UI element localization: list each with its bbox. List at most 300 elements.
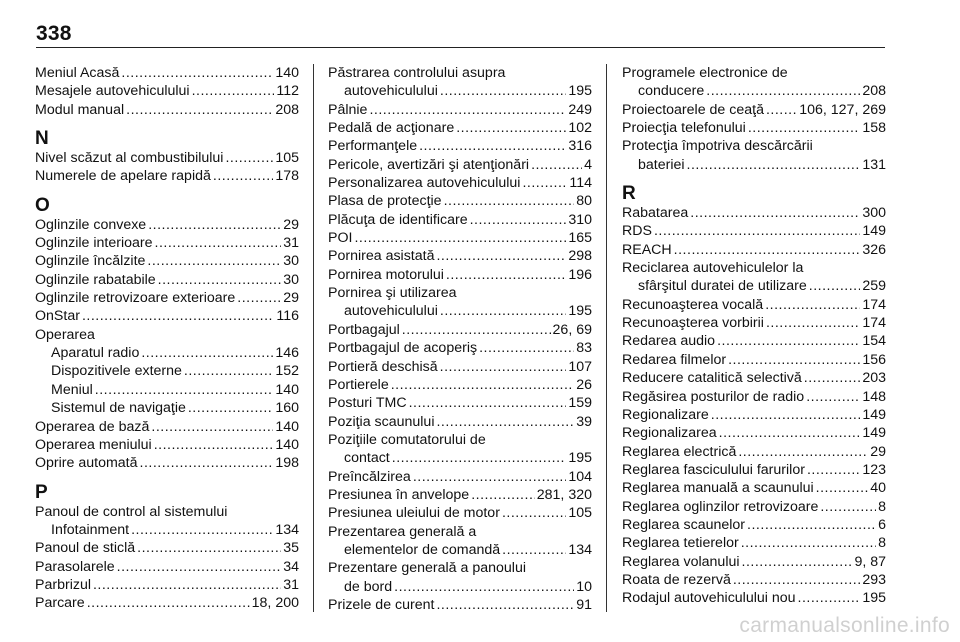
dot-leader [192, 82, 275, 100]
dot-leader [748, 119, 861, 137]
entry-title-cont: Infotainment [51, 521, 130, 538]
dot-leader [147, 252, 281, 270]
dot-leader [440, 358, 567, 376]
entry-title: Portieră deschisă [328, 358, 438, 375]
entry-title-cont: conducere [638, 83, 705, 100]
entry-page: 107 [568, 358, 592, 375]
index-entry [35, 234, 299, 252]
entry-page: 116 [276, 308, 299, 325]
entry-title: Programele electronice de [622, 65, 788, 81]
index-entry [328, 358, 592, 376]
dot-leader [742, 553, 853, 571]
entry-continuation [35, 521, 299, 539]
entry-page: 208 [275, 101, 299, 118]
entry-title: Posturi TMC [328, 395, 407, 412]
dot-leader [413, 468, 567, 486]
index-entry [328, 486, 592, 504]
dot-leader [471, 486, 535, 504]
entry-page: 159 [568, 395, 592, 412]
index-entry [622, 241, 886, 259]
entry-page: 140 [275, 436, 299, 453]
entry-title: Protecţia împotriva descărcării [622, 138, 813, 155]
dot-leader [137, 539, 281, 557]
index-entry [328, 413, 592, 431]
entry-page: 293 [862, 571, 886, 588]
entry-page: 31 [283, 576, 299, 593]
entry-page: 146 [275, 345, 299, 362]
dot-leader [470, 211, 567, 229]
index-entry [35, 558, 299, 576]
index-subentry [35, 381, 299, 399]
index-entry [35, 271, 299, 289]
index-entry [622, 369, 886, 387]
entry-page: 30 [283, 271, 299, 288]
index-entry [328, 211, 592, 229]
entry-title: REACH [622, 241, 672, 258]
index-entry [328, 101, 592, 119]
index-entry [35, 454, 299, 472]
dot-leader [391, 376, 574, 394]
dot-leader [531, 156, 582, 174]
entry-page: 8 [878, 535, 886, 552]
entry-title: Aparatul radio [51, 345, 140, 362]
dot-leader [690, 204, 860, 222]
entry-title: Redarea filmelor [622, 351, 727, 368]
entry-page: 102 [568, 120, 592, 137]
dot-leader [444, 192, 575, 210]
entry-title: Păstrarea controlului asupra [328, 65, 506, 81]
dot-leader [394, 578, 574, 596]
dot-leader [741, 534, 876, 552]
index-column-2 [328, 64, 592, 614]
entry-title: Pedală de acţionare [328, 120, 455, 137]
entry-continuation [328, 302, 592, 320]
entry-page: 326 [862, 241, 886, 258]
index-entry [328, 321, 592, 339]
entry-title: Oglinzile retrovizoare exterioare [35, 290, 236, 307]
entry-title-cont: elementelor de comandă [344, 541, 501, 558]
entry-title: RDS [622, 223, 652, 240]
entry-page: 140 [275, 65, 299, 81]
dot-leader [502, 504, 566, 522]
entry-title: Plasa de protecţie [328, 193, 442, 210]
entry-title: Mesajele autovehiculului [35, 83, 190, 100]
entry-title: Personalizarea autovehiculului [328, 175, 521, 192]
entry-title: Reglarea volanului [622, 553, 740, 570]
index-entry [328, 119, 592, 137]
dot-leader [440, 82, 566, 100]
index-letter-heading: O [35, 194, 50, 216]
entry-page: 196 [568, 266, 592, 283]
entry-page: 259 [862, 278, 886, 295]
index-entry [622, 101, 886, 119]
index-entry [35, 576, 299, 594]
dot-leader [479, 339, 574, 357]
dot-leader [158, 271, 282, 289]
index-entry [622, 516, 886, 534]
entry-title-cont: sfârşitul duratei de utilizare [638, 278, 807, 295]
entry-title: Poziţiile comutatorului de [328, 431, 486, 448]
index-entry [328, 156, 592, 174]
entry-page: 134 [275, 521, 299, 538]
index-entry [622, 406, 886, 424]
dot-leader [126, 101, 273, 119]
index-entry [622, 332, 886, 350]
index-entry [622, 479, 886, 497]
index-entry [622, 64, 886, 101]
entry-title: Portierele [328, 376, 389, 393]
dot-leader [225, 149, 273, 167]
index-entry [35, 307, 299, 325]
dot-leader [237, 289, 281, 307]
entry-page: 281, 320 [536, 486, 592, 503]
dot-leader [747, 516, 876, 534]
entry-page: 148 [862, 388, 886, 405]
dot-leader [151, 418, 273, 436]
entry-title: Reglarea scaunelor [622, 516, 746, 533]
index-entry [328, 394, 592, 412]
dot-leader [809, 277, 861, 295]
entry-page: 131 [862, 156, 886, 173]
entry-title: Pericole, avertizări şi atenţionări [328, 156, 530, 173]
entry-title: Meniul [51, 381, 93, 398]
entry-page: 149 [862, 425, 886, 442]
entry-page: 165 [568, 230, 592, 247]
entry-title: Reglarea tetierelor [622, 535, 739, 552]
index-entry [622, 443, 886, 461]
dot-leader [711, 406, 861, 424]
index-heading: Operarea [35, 326, 95, 343]
entry-page: 152 [275, 363, 299, 380]
entry-title: Regăsirea posturilor de radio [622, 388, 805, 405]
entry-page: 310 [568, 211, 592, 228]
entry-continuation [622, 277, 886, 295]
dot-leader [93, 576, 281, 594]
entry-page: 203 [862, 370, 886, 387]
entry-title: Presiunea uleiului de motor [328, 505, 500, 522]
dot-leader [728, 351, 860, 369]
entry-title: Reglarea oglinzilor retrovizoare [622, 498, 819, 515]
entry-page: 4 [584, 156, 592, 173]
index-entry [328, 504, 592, 522]
entry-page: 140 [275, 418, 299, 435]
entry-page: 160 [275, 400, 299, 417]
entry-title: Panoul de control al sistemului [35, 503, 228, 520]
dot-leader [402, 321, 551, 339]
index-entry [328, 284, 592, 321]
entry-page: 298 [568, 248, 592, 265]
entry-title: Nivel scăzut al combustibilului [35, 150, 224, 167]
entry-title: Reciclarea autovehiculelor la [622, 260, 804, 277]
index-entry [622, 119, 886, 137]
dot-leader [409, 394, 567, 412]
entry-title: Recunoaşterea vocală [622, 296, 764, 313]
index-entry [622, 314, 886, 332]
dot-leader [738, 443, 868, 461]
entry-page: 91 [576, 596, 592, 613]
dot-leader [87, 594, 250, 612]
entry-title: OnStar [35, 308, 80, 325]
entry-title: Portbagajul [328, 321, 400, 338]
dot-leader [446, 266, 566, 284]
entry-continuation [328, 578, 592, 596]
entry-page: 8 [878, 498, 886, 515]
entry-title: Roata de rezervă [622, 571, 731, 588]
entry-page: 114 [569, 175, 592, 192]
dot-leader [213, 167, 273, 185]
entry-title: Reglarea electrică [622, 443, 737, 460]
index-letter-heading: R [622, 183, 636, 205]
index-entry [622, 137, 886, 174]
dot-leader [131, 521, 273, 539]
entry-title: Presiunea în anvelope [328, 486, 470, 503]
index-entry [328, 339, 592, 357]
entry-title: Pâlnie [328, 101, 368, 118]
index-entry [35, 101, 299, 119]
index-entry [622, 498, 886, 516]
index-entry [328, 559, 592, 596]
entry-title: Parbrizul [35, 576, 91, 593]
index-entry [622, 351, 886, 369]
entry-title-cont: autovehiculului [344, 303, 438, 320]
dot-leader [502, 541, 566, 559]
index-entry [328, 174, 592, 192]
index-entry [35, 436, 299, 454]
index-entry [622, 204, 886, 222]
entry-title: Proiectoarele de ceaţă [622, 101, 764, 118]
dot-leader [154, 436, 274, 454]
entry-title: Pornirea şi utilizarea [328, 285, 457, 302]
index-entry [35, 216, 299, 234]
entry-page: 195 [862, 590, 886, 607]
entry-title: Redarea audio [622, 333, 716, 350]
entry-title: Pornirea asistată [328, 248, 435, 265]
dot-leader [804, 369, 861, 387]
entry-continuation [622, 82, 886, 100]
entry-title: Reglarea manuală a scaunului [622, 480, 814, 497]
entry-title: Poziţia scaunului [328, 413, 435, 430]
index-entry [622, 589, 886, 607]
entry-page: 29 [283, 216, 299, 233]
entry-title: Recunoaşterea vorbirii [622, 315, 764, 332]
dot-leader [717, 332, 860, 350]
entry-title: Proiecţia telefonului [622, 120, 746, 137]
index-entry [328, 523, 592, 560]
dot-leader [121, 64, 273, 82]
index-entry [328, 431, 592, 468]
entry-title: Preîncălzirea [328, 468, 411, 485]
entry-title: Prizele de curent [328, 596, 435, 613]
entry-page: 158 [862, 120, 886, 137]
entry-page: 249 [568, 101, 592, 118]
index-letter-heading: P [35, 481, 48, 503]
entry-continuation [328, 82, 592, 100]
entry-title: Oglinzile interioare [35, 235, 153, 252]
dot-leader [188, 399, 273, 417]
dot-leader [654, 222, 860, 240]
dot-leader [766, 101, 797, 119]
entry-page: 18, 200 [251, 595, 299, 612]
entry-page: 104 [568, 468, 592, 485]
dot-leader [765, 296, 860, 314]
index-entry [328, 137, 592, 155]
index-entry [622, 424, 886, 442]
entry-title: Modul manual [35, 101, 125, 118]
entry-title: Performanţele [328, 138, 418, 155]
entry-page: 195 [568, 83, 592, 100]
entry-page: 10 [576, 578, 592, 595]
index-column-1 [35, 64, 299, 613]
index-entry [35, 539, 299, 557]
entry-title: Operarea de bază [35, 418, 150, 435]
entry-title: Rodajul autovehiculului nou [622, 590, 796, 607]
index-entry [622, 461, 886, 479]
entry-page: 154 [862, 333, 886, 350]
dot-leader [354, 229, 566, 247]
entry-title-cont: de bord [344, 578, 393, 595]
index-entry [35, 252, 299, 270]
entry-page: 195 [568, 450, 592, 467]
index-entry [35, 149, 299, 167]
page-number: 338 [36, 22, 72, 45]
index-entry [35, 594, 299, 612]
dot-leader [766, 314, 860, 332]
entry-page: 106, 127, 269 [799, 101, 886, 118]
index-entry [622, 571, 886, 589]
entry-title: Oglinzile convexe [35, 216, 147, 233]
entry-page: 134 [568, 541, 592, 558]
index-entry [328, 192, 592, 210]
entry-page: 29 [283, 290, 299, 307]
dot-leader [141, 344, 273, 362]
entry-page: 9, 87 [854, 553, 886, 570]
dot-leader [806, 388, 860, 406]
entry-page: 198 [275, 455, 299, 472]
entry-title: Panoul de sticlă [35, 540, 136, 557]
entry-title: Oprire automată [35, 455, 138, 472]
index-entry [328, 376, 592, 394]
dot-leader [440, 302, 566, 320]
entry-title: Reglarea fasciculului farurilor [622, 461, 805, 478]
dot-leader [184, 362, 273, 380]
entry-page: 174 [862, 315, 886, 332]
index-subentry [35, 399, 299, 417]
entry-page: 105 [568, 505, 592, 522]
entry-page: 34 [283, 558, 299, 575]
entry-continuation [328, 541, 592, 559]
index-entry [35, 64, 299, 82]
entry-page: 30 [283, 253, 299, 270]
entry-title: Prezentare generală a panoului [328, 560, 526, 577]
entry-page: 31 [283, 235, 299, 252]
entry-title: Oglinzile încălzite [35, 253, 146, 270]
entry-page: 174 [862, 296, 886, 313]
index-column-3 [622, 64, 886, 608]
index-entry [328, 468, 592, 486]
entry-title: Prezentarea generală a [328, 523, 477, 540]
entry-page: 35 [283, 540, 299, 557]
index-entry [328, 229, 592, 247]
index-entry [328, 596, 592, 614]
dot-leader [436, 596, 574, 614]
entry-title-cont: bateriei [638, 156, 685, 173]
entry-page: 140 [275, 381, 299, 398]
dot-leader [392, 449, 567, 467]
index-entry [622, 534, 886, 552]
index-entry [328, 266, 592, 284]
dot-leader [155, 234, 282, 252]
dot-leader [522, 174, 567, 192]
entry-title-cont: autovehiculului [344, 83, 438, 100]
index-entry [622, 259, 886, 296]
entry-title: Parasolarele [35, 558, 115, 575]
dot-leader [140, 454, 274, 472]
dot-leader [674, 241, 861, 259]
entry-title-cont: contact [344, 450, 390, 467]
entry-continuation [622, 156, 886, 174]
entry-page: 195 [568, 303, 592, 320]
dot-leader [733, 571, 860, 589]
entry-title: Reducere catalitică selectivă [622, 370, 802, 387]
entry-page: 123 [862, 461, 886, 478]
entry-title: Operarea meniului [35, 436, 152, 453]
column-divider-2 [606, 64, 607, 612]
index-entry [622, 222, 886, 240]
dot-leader [456, 119, 566, 137]
entry-page: 149 [862, 406, 886, 423]
entry-page: 149 [862, 223, 886, 240]
entry-page: 26 [576, 376, 592, 393]
index-subentry [35, 344, 299, 362]
entry-page: 178 [275, 168, 299, 185]
entry-page: 300 [862, 205, 886, 222]
index-entry [35, 82, 299, 100]
dot-leader [436, 413, 574, 431]
entry-title: Portbagajul de acoperiş [328, 340, 478, 357]
dot-leader [687, 156, 861, 174]
dot-leader [820, 498, 876, 516]
dot-leader [148, 216, 281, 234]
index-entry [622, 553, 886, 571]
entry-page: 80 [576, 193, 592, 210]
entry-title: POI [328, 230, 353, 247]
dot-leader [95, 381, 274, 399]
watermark: carmanualsonline.info [739, 614, 950, 637]
index-entry [328, 247, 592, 265]
dot-leader [117, 558, 282, 576]
entry-title: Dispozitivele externe [51, 363, 182, 380]
dot-leader [798, 589, 861, 607]
entry-page: 6 [878, 516, 886, 533]
dot-leader [706, 82, 860, 100]
column-divider-1 [313, 64, 314, 612]
entry-page: 316 [568, 138, 592, 155]
entry-title: Meniul Acasă [35, 65, 120, 81]
entry-title: Regionalizarea [622, 425, 717, 442]
index-subentry [35, 362, 299, 380]
entry-page: 83 [576, 340, 592, 357]
dot-leader [419, 137, 566, 155]
dot-leader [816, 479, 869, 497]
entry-title: Plăcuţa de identificare [328, 211, 468, 228]
entry-page: 26, 69 [552, 321, 592, 338]
header-rule [36, 47, 885, 48]
entry-page: 208 [862, 83, 886, 100]
index-entry [35, 503, 299, 540]
entry-page: 156 [862, 351, 886, 368]
dot-leader [82, 307, 274, 325]
entry-page: 29 [870, 443, 886, 460]
